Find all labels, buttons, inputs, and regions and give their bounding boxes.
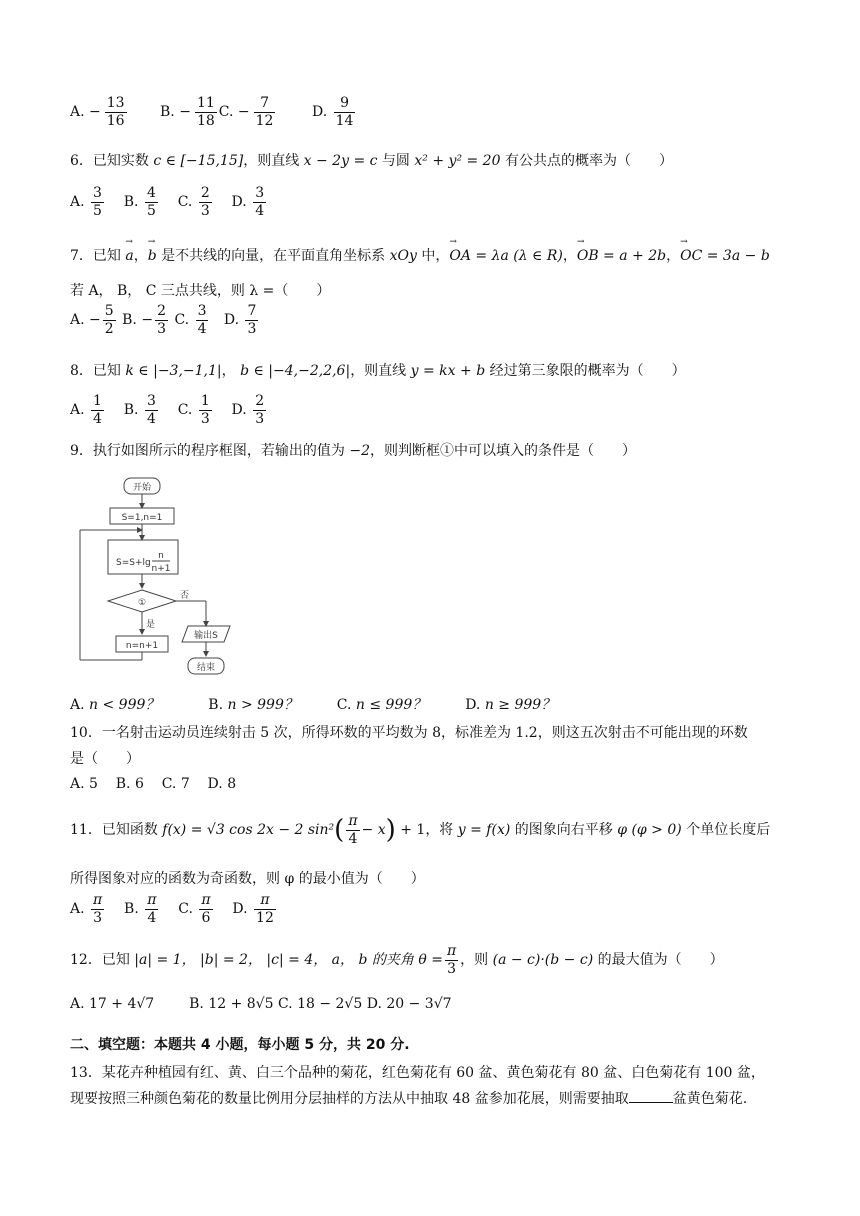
q11-option-a[interactable] xyxy=(70,892,106,926)
fraction xyxy=(145,186,158,218)
numerator: 11 xyxy=(196,95,215,111)
fraction xyxy=(245,304,258,336)
numerator: 7 xyxy=(254,96,276,113)
vector-ob: → OB xyxy=(577,248,599,264)
q10-options xyxy=(70,776,236,792)
numerator: 1 xyxy=(200,393,210,409)
denominator: 14 xyxy=(335,112,354,129)
stem-text: 的图象向右平移 xyxy=(510,822,618,839)
option-text: 8 xyxy=(227,776,237,792)
fraction xyxy=(254,893,276,925)
math-expr: = a + 2b xyxy=(598,248,667,264)
option-label: B. xyxy=(160,104,175,121)
stem-text: 盆黄色菊花. xyxy=(672,1091,748,1107)
stem-text: 现要按照三种颜色菊花的数量比例用分层抽样的方法从中抽取 48 盆参加花展，则需要抽取 xyxy=(70,1091,629,1107)
q7-stem-line2: 若 A， B， C 三点共线，则 λ =（ ） xyxy=(70,283,331,299)
denominator: 4 xyxy=(147,909,157,926)
q10-option-b[interactable] xyxy=(116,776,144,792)
minus-sign: − xyxy=(179,104,191,121)
math-expr: y = f(x) xyxy=(457,822,511,839)
denominator: 3 xyxy=(157,320,166,337)
flow-yes-label: 是 xyxy=(146,620,156,630)
q6-option-b[interactable] xyxy=(123,185,160,219)
fraction xyxy=(155,304,168,336)
q6-stem xyxy=(70,150,673,170)
q10-stem-line1: 10．一名射击运动员连续射击 5 次，所得环数的平均数为 8，标准差为 1.2，则这五次射击不可能出现的环数 xyxy=(70,725,748,741)
right-paren: ) xyxy=(385,815,396,846)
flow-update-denominator: n+1 xyxy=(151,564,171,574)
option-label: C. xyxy=(218,104,234,121)
stem-text: 12．已知 xyxy=(70,952,135,969)
option-text: n ≥ 999？ xyxy=(484,697,556,713)
denominator: 5 xyxy=(93,202,102,219)
numerator: 3 xyxy=(255,185,265,201)
fraction xyxy=(195,96,217,128)
q7-stem-line1 xyxy=(70,245,770,265)
q9-option-b[interactable] xyxy=(208,697,298,713)
option-label: A. xyxy=(70,697,85,713)
q5-option-d[interactable] xyxy=(312,96,357,128)
q8-option-a[interactable] xyxy=(70,393,106,427)
fraction xyxy=(253,186,266,218)
q12-options xyxy=(70,996,452,1012)
fraction xyxy=(445,944,458,976)
q11-stem-line2: 所得图象对应的函数为奇函数，则 φ 的最小值为（ ） xyxy=(70,871,425,887)
q6-options xyxy=(70,186,268,218)
vector-oa: → OA xyxy=(449,248,471,264)
vector-b: → b xyxy=(148,248,157,264)
math-expr: − x xyxy=(361,822,386,839)
option-text: 12 + 8√5 xyxy=(208,996,274,1012)
stem-text: ，则直线 xyxy=(350,363,411,379)
numerator: π xyxy=(93,892,103,908)
stem-text: 的最大值为（ ） xyxy=(593,952,724,969)
option-text: 7 xyxy=(180,776,190,792)
minus-sign: − xyxy=(89,104,101,121)
numerator: 2 xyxy=(255,393,265,409)
denominator: 3 xyxy=(200,202,210,219)
option-label: A. xyxy=(70,104,85,121)
option-text: n > 999？ xyxy=(227,697,298,713)
numerator: 1 xyxy=(93,393,102,409)
flow-update-numerator: n xyxy=(158,551,164,561)
math-expr: f(x) = √3 cos 2x − 2 sin² xyxy=(162,822,335,839)
denominator: 4 xyxy=(348,830,358,847)
option-label: D. xyxy=(231,402,247,419)
q6-option-c[interactable] xyxy=(177,185,214,219)
stem-text: 9．执行如图所示的程序框图，若输出的值为 xyxy=(70,443,350,459)
fraction xyxy=(199,893,212,925)
option-text: 20 − 3√7 xyxy=(386,996,452,1012)
math-expr: + 1 xyxy=(395,822,426,839)
flow-update-label: S=S+lg xyxy=(116,558,151,568)
stem-text: 6．已知实数 xyxy=(70,153,154,169)
flow-init-label: S=1,n=1 xyxy=(121,513,163,523)
math-expr: (a − c)·(b − c) xyxy=(492,952,594,969)
q10-stem-line2: 是（ ） xyxy=(70,751,140,767)
q8-option-c[interactable] xyxy=(177,393,214,427)
q10-option-c[interactable] xyxy=(162,776,190,792)
option-text: n < 999？ xyxy=(89,697,160,713)
option-label: D. xyxy=(231,194,247,211)
flow-end-label: 结束 xyxy=(196,663,216,673)
q7-option-c[interactable] xyxy=(174,303,210,337)
q7-options xyxy=(70,304,260,336)
numerator: π xyxy=(254,893,276,910)
option-label: C. xyxy=(277,996,293,1012)
flow-no-label: 否 xyxy=(180,591,190,601)
option-label: A. xyxy=(70,312,85,329)
q7-option-d[interactable] xyxy=(223,303,261,337)
answer-blank[interactable] xyxy=(629,1088,673,1103)
option-label: D. xyxy=(465,697,481,713)
denominator: 5 xyxy=(146,202,156,219)
option-text: 18 − 2√5 xyxy=(297,996,363,1012)
numerator: π xyxy=(446,943,457,959)
stem-text: 中， xyxy=(416,248,450,264)
stem-text: ， xyxy=(133,248,148,264)
denominator: 3 xyxy=(93,909,103,926)
vector-a: → a xyxy=(125,248,133,264)
option-label: B. xyxy=(123,402,139,419)
q7-option-b[interactable] xyxy=(122,303,170,337)
q8-option-d[interactable] xyxy=(231,393,269,427)
q11-option-c[interactable] xyxy=(178,892,214,926)
fraction xyxy=(145,893,158,925)
minus-sign: − xyxy=(89,312,101,329)
denominator: 2 xyxy=(104,320,114,337)
numerator: 7 xyxy=(247,303,257,319)
option-label: D. xyxy=(312,104,328,121)
fraction xyxy=(254,96,276,128)
denominator: 3 xyxy=(200,410,210,427)
option-label: D. xyxy=(366,996,382,1012)
option-label: D. xyxy=(207,776,223,792)
fraction xyxy=(105,96,127,128)
option-label: D. xyxy=(232,901,248,918)
q9-stem xyxy=(70,440,636,460)
option-label: C. xyxy=(161,776,177,792)
math-expr: x² + y² = 20 xyxy=(414,153,501,169)
flow-increment-label: n=n+1 xyxy=(125,641,159,651)
fraction xyxy=(199,394,212,426)
denominator: 6 xyxy=(201,909,211,926)
denominator: 12 xyxy=(256,909,274,926)
math-expr: k ∈ |−3,−1,1| xyxy=(125,363,222,379)
q11-option-d[interactable] xyxy=(232,892,277,926)
numerator: π xyxy=(147,892,157,908)
stem-text: 是不共线的向量，在平面直角坐标系 xyxy=(156,248,390,264)
q8-stem xyxy=(70,360,686,380)
denominator: 3 xyxy=(255,410,265,427)
q13-stem-line1: 13．某花卉种植园有红、黄、白三个品种的菊花，红色菊花有 60 盆、黄色菊花有 80 盆、白色菊花有 100 盆， xyxy=(70,1065,765,1081)
minus-sign: − xyxy=(141,312,154,329)
math-expr: |a| = 1， |b| = 2， |c| = 4， a， b 的夹角 θ = xyxy=(134,952,443,969)
option-label: C. xyxy=(174,312,190,329)
math-expr: xOy xyxy=(389,248,417,264)
fraction xyxy=(196,304,209,336)
stem-text: ， xyxy=(666,248,681,264)
q13-stem-line2 xyxy=(70,1088,747,1108)
option-label: C. xyxy=(336,697,352,713)
q11-options xyxy=(70,893,278,925)
stem-text: 8．已知 xyxy=(70,363,126,379)
option-text: 17 + 4√7 xyxy=(89,996,155,1012)
minus-sign: − xyxy=(237,104,250,121)
option-label: A. xyxy=(70,194,85,211)
option-label: B. xyxy=(122,312,137,329)
q9-option-a[interactable] xyxy=(70,697,159,713)
flow-output-label: 输出S xyxy=(194,631,218,641)
math-expr: φ (φ > 0) xyxy=(617,822,682,839)
numerator: 3 xyxy=(146,393,156,409)
q12-option-c[interactable] xyxy=(278,996,362,1012)
numerator: 5 xyxy=(104,303,114,319)
q12-stem xyxy=(70,944,724,976)
numerator: π xyxy=(348,813,358,829)
fraction xyxy=(91,186,104,218)
fraction xyxy=(91,394,104,426)
stem-text: 11．已知函数 xyxy=(70,822,163,839)
stem-text: ， xyxy=(221,363,241,379)
option-text: 6 xyxy=(134,776,144,792)
q10-option-a[interactable] xyxy=(70,776,98,792)
option-label: C. xyxy=(177,194,193,211)
numerator: 4 xyxy=(146,185,156,201)
stem-text: 经过第三象限的概率为（ ） xyxy=(485,363,686,379)
q9-option-c[interactable] xyxy=(337,697,427,713)
math-expr: b ∈ |−4,−2,2,6| xyxy=(240,363,351,379)
numerator: π xyxy=(201,892,211,908)
denominator: 4 xyxy=(255,202,265,219)
q11-stem-line1 xyxy=(70,814,770,846)
numerator: 2 xyxy=(200,185,210,201)
left-paren: ( xyxy=(334,815,345,846)
denominator: 4 xyxy=(197,320,207,337)
stem-text: ，则直线 xyxy=(243,153,304,169)
fraction xyxy=(346,814,359,846)
math-expr: x − 2y = c xyxy=(303,153,378,169)
stem-text: ，将 xyxy=(425,822,458,839)
math-expr: = 3a − b xyxy=(702,248,770,264)
q8-options xyxy=(70,394,268,426)
option-label: B. xyxy=(123,194,139,211)
q9-options xyxy=(70,694,555,714)
flow-decision-label: ① xyxy=(137,598,147,608)
math-expr: c ∈ [−15,15] xyxy=(153,153,244,169)
numerator: 2 xyxy=(157,303,166,319)
option-text: n ≤ 999？ xyxy=(355,697,427,713)
numerator: 3 xyxy=(93,185,102,201)
fraction xyxy=(103,304,116,336)
denominator: 18 xyxy=(196,112,215,129)
q6-option-a[interactable] xyxy=(70,185,106,219)
option-label: B. xyxy=(124,901,139,918)
vector-oc: → OC xyxy=(680,248,702,264)
denominator: 4 xyxy=(146,410,156,427)
denominator: 3 xyxy=(247,320,257,337)
fraction xyxy=(253,394,266,426)
math-expr: = λa (λ ∈ R) xyxy=(470,248,563,264)
option-label: A. xyxy=(70,776,85,792)
fraction xyxy=(91,893,104,925)
math-expr: y = kx + b xyxy=(410,363,486,379)
option-label: A. xyxy=(70,996,85,1012)
denominator: 16 xyxy=(106,112,125,129)
stem-text: 有公共点的概率为（ ） xyxy=(500,153,673,169)
q9-flowchart xyxy=(70,470,250,682)
q5-option-a[interactable] xyxy=(70,96,129,128)
option-label: C. xyxy=(178,901,193,918)
option-label: B. xyxy=(115,776,131,792)
stem-text: 与圆 xyxy=(377,153,415,169)
flow-start-label: 开始 xyxy=(132,483,152,493)
option-label: B. xyxy=(189,996,204,1012)
q6-option-d[interactable] xyxy=(231,185,269,219)
q9-option-d[interactable] xyxy=(465,697,555,713)
fraction xyxy=(334,96,356,128)
option-label: A. xyxy=(70,402,85,419)
option-label: C. xyxy=(177,402,193,419)
q10-option-d[interactable] xyxy=(208,776,237,792)
q7-option-a[interactable] xyxy=(70,303,118,337)
numerator: 9 xyxy=(334,96,356,113)
option-text: 5 xyxy=(89,776,98,792)
denominator: 4 xyxy=(93,410,102,427)
fraction xyxy=(199,186,212,218)
stem-text: ，则判断框①中可以填入的条件是（ ） xyxy=(370,443,636,459)
stem-text: ，则 xyxy=(460,952,493,969)
math-expr: −2 xyxy=(349,443,370,459)
q12-option-a[interactable] xyxy=(70,996,154,1012)
denominator: 12 xyxy=(255,112,274,129)
option-label: B. xyxy=(208,697,224,713)
option-label: D. xyxy=(223,312,240,329)
denominator: 3 xyxy=(447,960,457,977)
q5-option-b[interactable] xyxy=(160,96,277,128)
numerator: 13 xyxy=(106,95,125,111)
option-label: A. xyxy=(70,901,85,918)
stem-text: 个单位长度后 xyxy=(681,822,771,839)
stem-text: 7．已知 xyxy=(70,248,126,264)
q11-option-b[interactable] xyxy=(124,892,160,926)
section-title: 二、填空题：本题共 4 小题，每小题 5 分，共 20 分. xyxy=(70,1037,410,1053)
numerator: 3 xyxy=(197,303,207,319)
q12-option-b[interactable] xyxy=(189,996,273,1012)
q8-option-b[interactable] xyxy=(123,393,160,427)
stem-text: ， xyxy=(562,248,577,264)
fraction xyxy=(145,394,158,426)
q12-option-d[interactable] xyxy=(367,996,452,1012)
